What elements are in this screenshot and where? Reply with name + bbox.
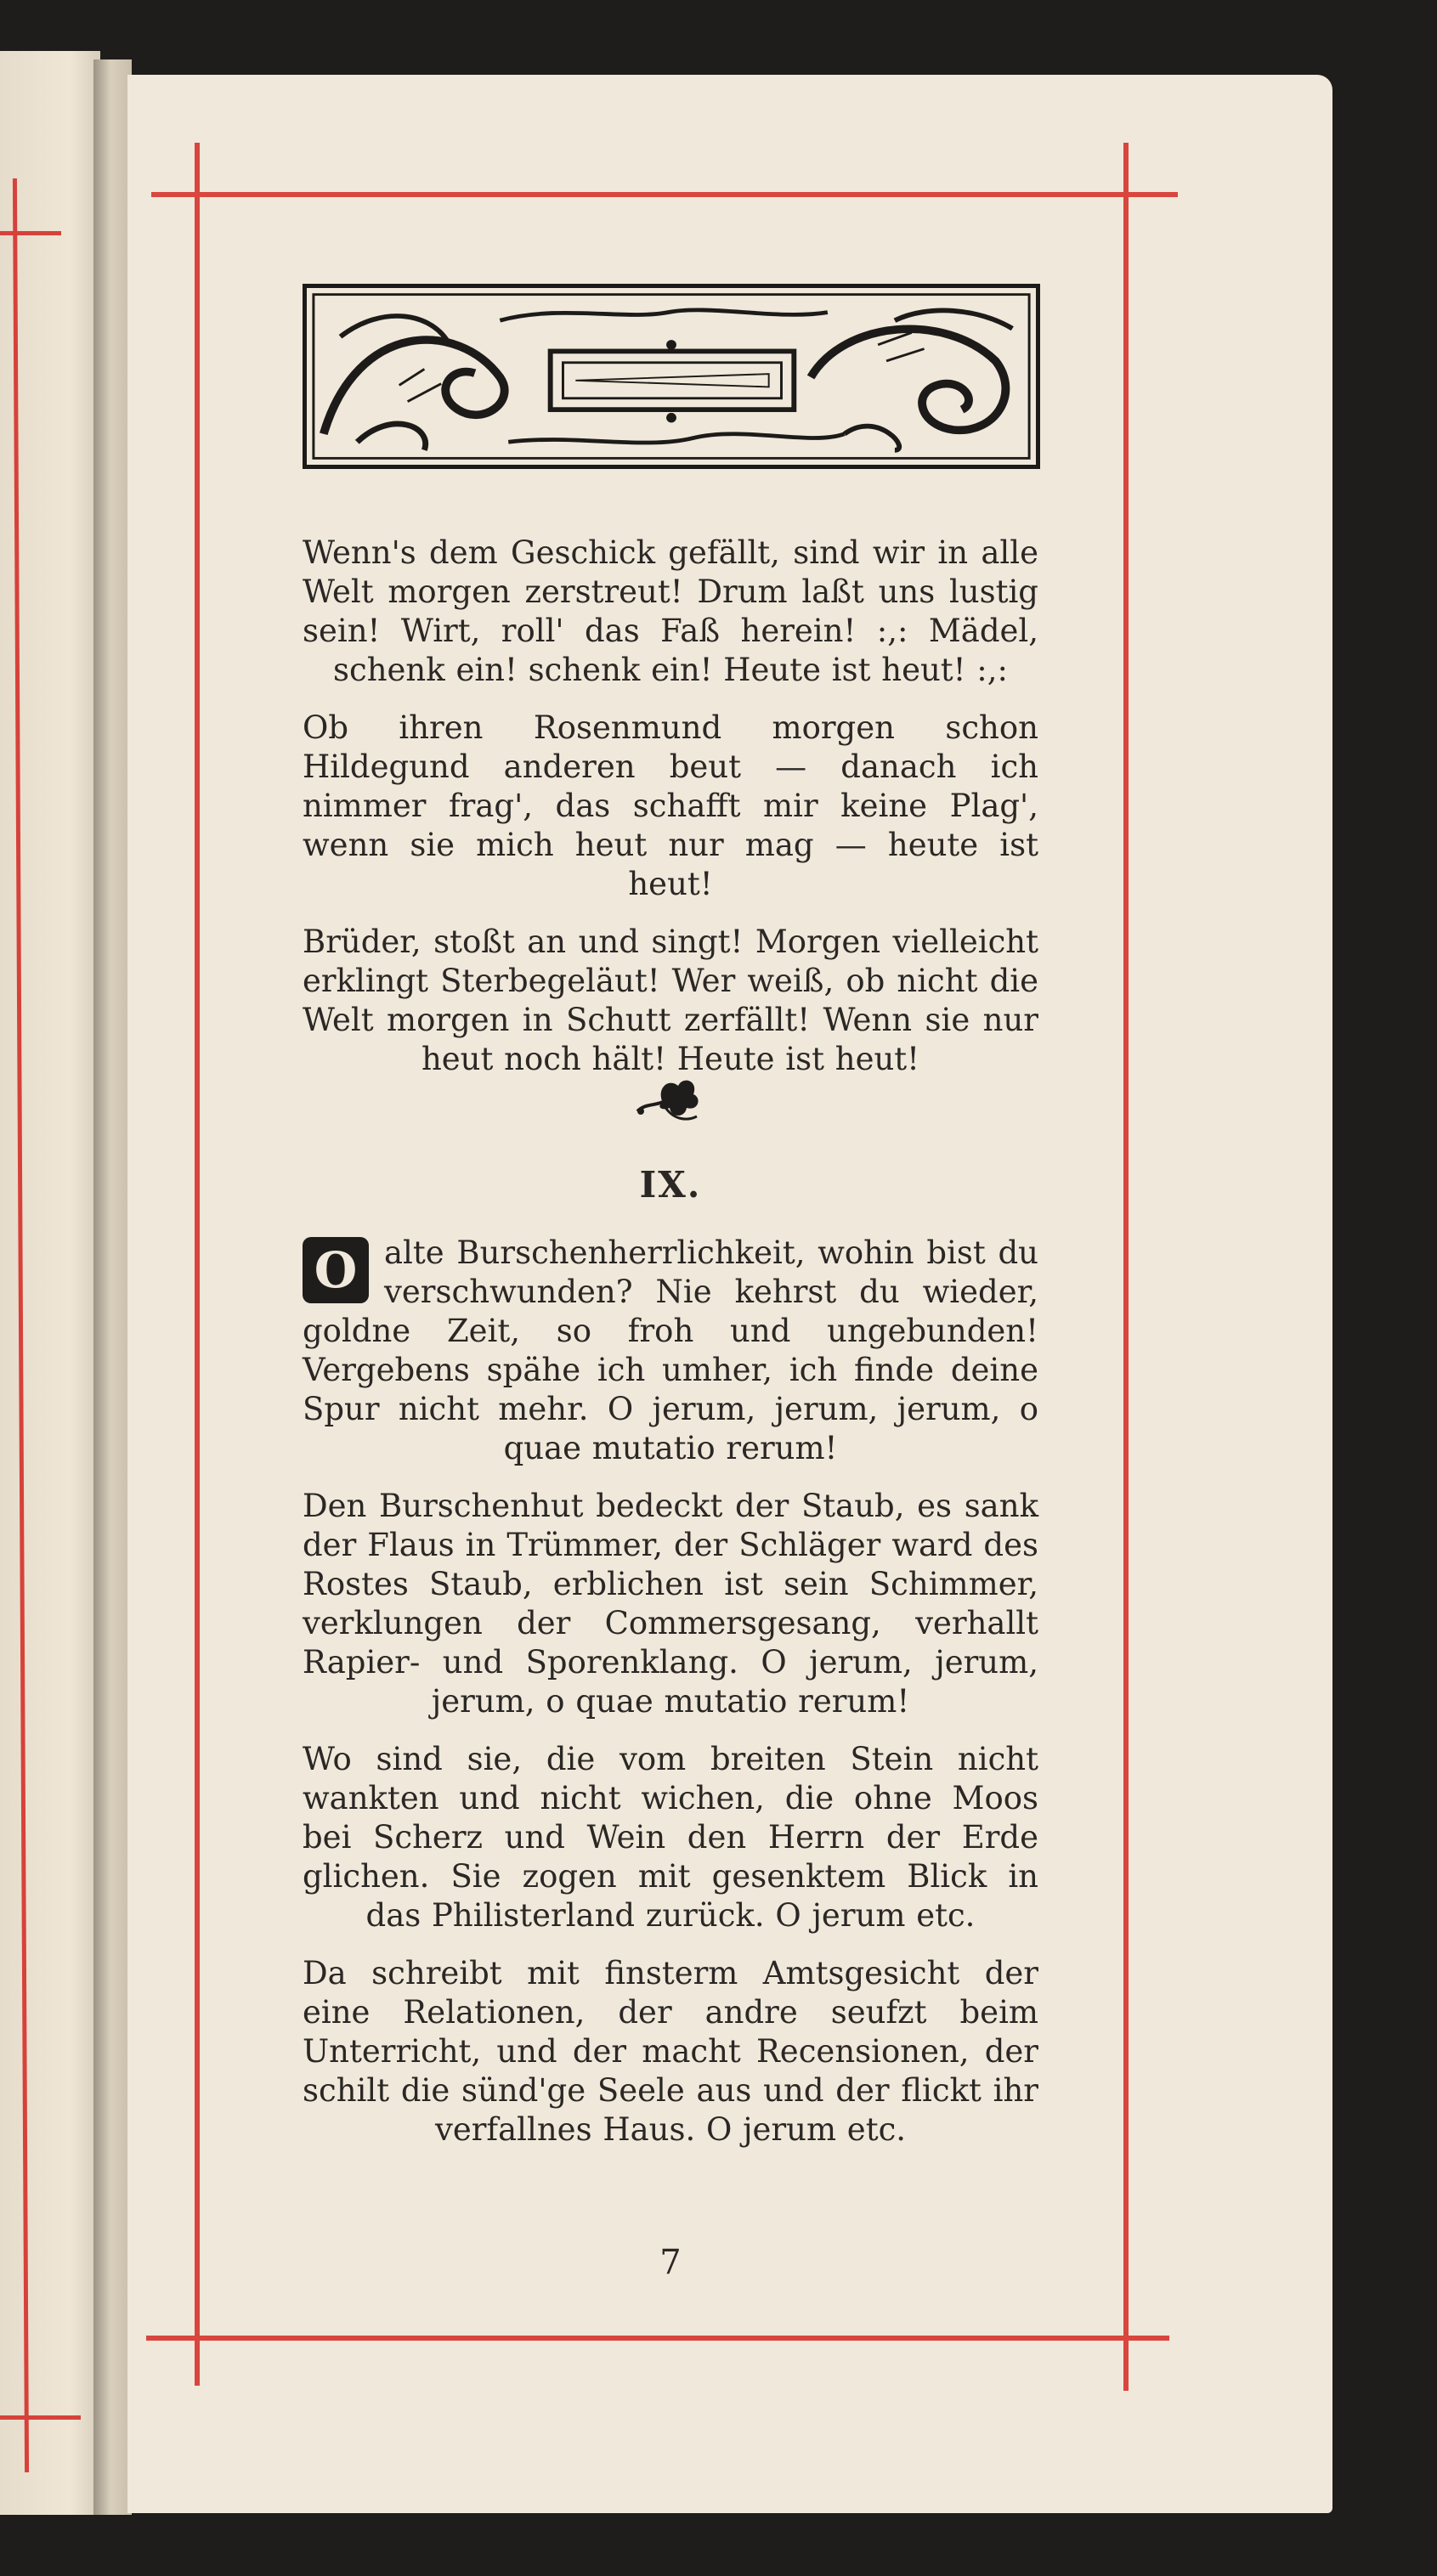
floral-headpiece-icon <box>303 284 1040 469</box>
border-rule-top <box>151 192 1178 197</box>
verse-block-2 <box>303 1234 1038 2168</box>
border-rule-right <box>1123 143 1129 2391</box>
stanza: Wo sind sie, die vom breiten Stein nicht wankten und nicht wichen, die ohne Moos bei Scherz und Wein den Herrn der Erde glichen. Sie zogen mit gesenktem Blick in das Philisterland zurück. O jerum etc. <box>303 1741 1038 1934</box>
border-rule-bottom <box>146 2336 1169 2341</box>
stanza <box>303 1234 1038 1468</box>
page-number: 7 <box>659 2243 682 2282</box>
stanza: Ob ihren Rosenmund morgen schon Hildegund anderen beut — danach ich nimmer frag', das schafft mir keine Plag', wenn sie mich heut nur mag — heute ist heut! <box>303 709 1038 902</box>
drop-cap: O <box>303 1237 369 1303</box>
verse-block-1 <box>303 534 1038 1098</box>
stanza: Da schreibt mit finsterm Amtsgesicht der eine Relationen, der andre seufzt beim Unterricht, und der macht Recensionen, der schilt die sünd'ge Seele aus und der flickt ihr verfallnes Haus. O jerum etc. <box>303 1955 1038 2148</box>
border-rule-left <box>195 143 200 2386</box>
stanza: Brüder, stoßt an und singt! Morgen vielleicht erklingt Sterbegeläut! Wer weiß, ob nicht die Welt morgen in Schutt zerfällt! Wenn sie nur heut noch hält! Heute ist heut! <box>303 924 1038 1077</box>
stanza: Wenn's dem Geschick gefällt, sind wir in alle Welt morgen zerstreut! Drum laßt uns lustig sein! Wirt, roll' das Faß herein! :,: Mädel, schenk ein! schenk ein! Heute ist heut! :,: <box>303 534 1038 688</box>
left-page-top-rule <box>0 231 61 235</box>
book-gutter <box>93 59 132 2515</box>
leaf-fleuron-icon <box>631 1072 704 1125</box>
section-heading: IX. <box>639 1164 702 1206</box>
left-page-edge <box>0 51 100 2515</box>
stanza: Den Burschenhut bedeckt der Staub, es sank der Flaus in Trümmer, der Schläger ward des Rostes Staub, erblichen ist sein Schimmer, verklungen der Commersgesang, verhallt Rapier- und Sporenklang. O jerum, jerum, jerum, o quae mutatio rerum! <box>303 1488 1038 1720</box>
left-page-border-rule <box>13 178 29 2472</box>
left-page-bottom-rule <box>0 2415 81 2420</box>
stanza-text: alte Burschenherrlichkeit, wohin bist du verschwunden? Nie kehrst du wieder, goldne Zeit, so froh und ungebunden! Vergebens spähe ich umher, ich finde deine Spur nicht mehr. O jerum, jerum, jerum, o quae mutatio rerum! <box>303 1234 1038 1466</box>
